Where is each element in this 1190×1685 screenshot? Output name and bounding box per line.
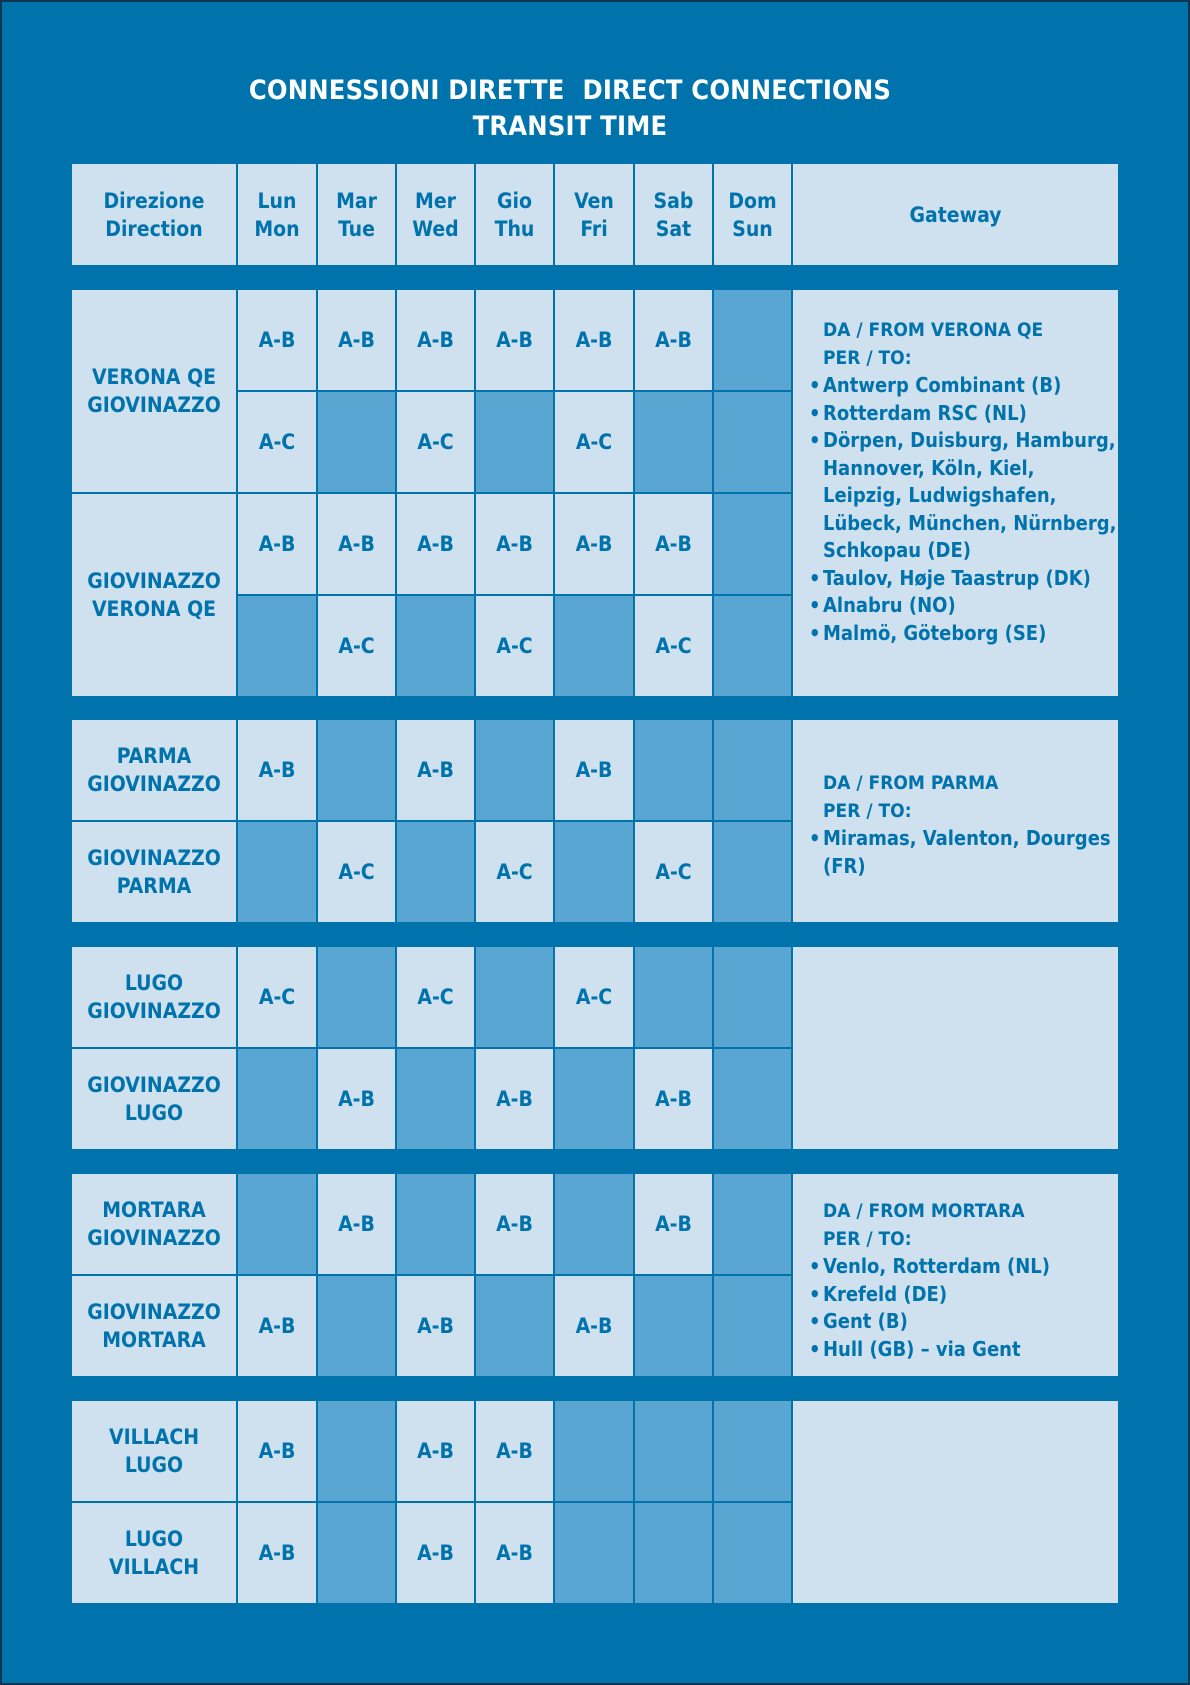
gateway-destinations [809, 1198, 1119, 1363]
direction-origin: GIOVINAZZO [87, 1300, 221, 1324]
direction-label [72, 1049, 236, 1149]
gateway-origin: DA / FROM MORTARA [823, 1200, 1025, 1222]
schedule-cell-thu: A-B [476, 1503, 553, 1603]
schedule-cell-fri: A-C [555, 947, 633, 1047]
schedule-cell-fri [555, 1503, 633, 1603]
schedule-cell-tue: A-C [318, 822, 395, 922]
schedule-cell-mon: A-B [238, 1401, 316, 1501]
schedule-cell-tue [318, 392, 395, 492]
schedule-cell-wed [397, 1049, 474, 1149]
schedule-cell-tue: A-B [318, 290, 395, 390]
schedule-cell-fri [555, 1049, 633, 1149]
direction-destination: LUGO [124, 1101, 184, 1125]
direction-origin: VERONA QE [91, 365, 217, 389]
schedule-cell-fri: A-B [555, 494, 633, 594]
gateway-destination-item: • Alnabru (NO) [809, 592, 1119, 620]
schedule-cell-tue [318, 1401, 395, 1501]
direction-destination: PARMA [116, 874, 192, 898]
direction-label [72, 1401, 236, 1501]
schedule-cell-mon: A-B [238, 1503, 316, 1603]
direction-label [72, 1174, 236, 1274]
bullet-icon: • [809, 1254, 821, 1278]
schedule-cell-tue: A-C [318, 596, 395, 696]
gateway-destination-item: • Miramas, Valenton, Dourges (FR) [809, 826, 1111, 878]
direction-origin: GIOVINAZZO [87, 569, 221, 593]
schedule-cell-tue: A-B [318, 1049, 395, 1149]
header-gateway: Gateway [793, 164, 1118, 265]
schedule-cell-mon: A-C [238, 392, 316, 492]
schedule-cell-thu [476, 947, 553, 1047]
direction-origin: LUGO [124, 1527, 184, 1551]
direction-origin: LUGO [124, 971, 184, 995]
direction-destination: GIOVINAZZO [87, 999, 221, 1023]
bullet-icon: • [809, 593, 821, 617]
direction-origin: GIOVINAZZO [87, 1073, 221, 1097]
gateway-destination-item: • Rotterdam RSC (NL) [809, 400, 1119, 428]
direction-label [72, 1503, 236, 1603]
bullet-icon: • [809, 1336, 821, 1361]
schedule-cell-wed [397, 822, 474, 922]
schedule-cell-sat: A-B [635, 1174, 712, 1274]
schedule-cell-wed [397, 596, 474, 696]
schedule-cell-tue [318, 1276, 395, 1376]
schedule-cell-sat: A-B [635, 494, 712, 594]
schedule-cell-thu: A-B [476, 1401, 553, 1501]
schedule-cell-mon: A-B [238, 494, 316, 594]
schedule-cell-tue [318, 720, 395, 820]
schedule-cell-wed: A-C [397, 392, 474, 492]
direction-label [72, 290, 236, 492]
gateway-destination-item: • Venlo, Rotterdam (NL) [809, 1253, 1119, 1281]
header-day-fri: Ven Fri [555, 164, 633, 265]
schedule-cell-fri: A-C [555, 392, 633, 492]
schedule-cell-sun [714, 947, 791, 1047]
header-day-mon: Lun Mon [238, 164, 316, 265]
gateway-destination-item: • Hull (GB) – via Gent [809, 1336, 1119, 1364]
gateway-cell [793, 1401, 1118, 1603]
schedule-cell-sat [635, 1503, 712, 1603]
header-day-tue: Mar Tue [318, 164, 395, 265]
schedule-cell-thu: A-B [476, 1049, 553, 1149]
direction-destination: LUGO [124, 1453, 184, 1477]
gateway-to-label: PER / TO: [823, 346, 912, 369]
schedule-cell-wed: A-B [397, 1503, 474, 1603]
schedule-cell-fri [555, 1174, 633, 1274]
bullet-icon: • [809, 373, 821, 397]
page-title [2, 74, 1138, 108]
direction-label [72, 494, 236, 696]
direction-destination: GIOVINAZZO [87, 772, 221, 796]
schedule-cell-mon: A-C [238, 947, 316, 1047]
schedule-cell-sat [635, 392, 712, 492]
gateway-origin: DA / FROM PARMA [823, 772, 999, 794]
direction-destination: VILLACH [108, 1555, 200, 1579]
gateway-cell [793, 947, 1118, 1149]
schedule-cell-sun [714, 290, 791, 390]
schedule-cell-wed [397, 1174, 474, 1274]
schedule-cell-sun [714, 822, 791, 922]
schedule-cell-mon: A-B [238, 290, 316, 390]
direction-destination: GIOVINAZZO [87, 393, 221, 417]
schedule-cell-thu: A-B [476, 290, 553, 390]
header-direction [72, 164, 236, 265]
schedule-cell-fri: A-B [555, 720, 633, 820]
schedule-cell-tue [318, 1503, 395, 1603]
schedule-cell-sat [635, 720, 712, 820]
schedule-cell-fri [555, 1401, 633, 1501]
direction-origin: PARMA [116, 744, 192, 768]
gateway-destination-item: • Malmö, Göteborg (SE) [809, 620, 1119, 648]
schedule-cell-mon: A-B [238, 1276, 316, 1376]
gateway-destinations [809, 317, 1119, 647]
direction-label [72, 1276, 236, 1376]
schedule-cell-thu: A-B [476, 494, 553, 594]
schedule-cell-tue [318, 947, 395, 1047]
gateway-to-label: PER / TO: [823, 1227, 912, 1250]
schedule-cell-thu: A-C [476, 822, 553, 922]
schedule-cell-sun [714, 720, 791, 820]
title-english: DIRECT CONNECTIONS [582, 75, 892, 106]
direction-destination: MORTARA [102, 1328, 206, 1352]
title-italian: CONNESSIONI DIRETTE [248, 75, 565, 106]
schedule-cell-sat: A-C [635, 596, 712, 696]
schedule-cell-thu [476, 720, 553, 820]
schedule-cell-thu [476, 392, 553, 492]
schedule-cell-fri [555, 822, 633, 922]
schedule-cell-sun [714, 596, 791, 696]
schedule-cell-wed: A-B [397, 494, 474, 594]
header-day-thu: Gio Thu [476, 164, 553, 265]
schedule-cell-fri: A-B [555, 290, 633, 390]
schedule-cell-sun [714, 1276, 791, 1376]
schedule-cell-wed: A-C [397, 947, 474, 1047]
schedule-cell-mon [238, 596, 316, 696]
schedule-cell-tue: A-B [318, 1174, 395, 1274]
schedule-cell-sun [714, 392, 791, 492]
schedule-cell-wed: A-B [397, 1401, 474, 1501]
direction-destination: GIOVINAZZO [87, 1226, 221, 1250]
header-day-sun: Dom Sun [714, 164, 791, 265]
gateway-destination-item: • Gent (B) [809, 1308, 1119, 1336]
direction-label [72, 947, 236, 1047]
schedule-cell-thu: A-B [476, 1174, 553, 1274]
gateway-destination-item: • Dörpen, Duisburg, Hamburg, Hannover, Köln, Kiel, Leipzig, Ludwigshafen, Lübeck, München, Nürnberg, Schkopau (DE) [809, 428, 1117, 562]
direction-origin: MORTARA [102, 1198, 206, 1222]
schedule-cell-sat: A-C [635, 822, 712, 922]
bullet-icon: • [809, 428, 821, 452]
schedule-cell-tue: A-B [318, 494, 395, 594]
schedule-cell-sat: A-B [635, 1049, 712, 1149]
gateway-destination-item: • Taulov, Høje Taastrup (DK) [809, 565, 1119, 593]
bullet-icon: • [809, 1281, 821, 1306]
header-day-sat: Sab Sat [635, 164, 712, 265]
schedule-cell-sun [714, 1401, 791, 1501]
schedule-cell-mon: A-B [238, 720, 316, 820]
header-day-wed: Mer Wed [397, 164, 474, 265]
gateway-destination-item: • Krefeld (DE) [809, 1281, 1119, 1309]
schedule-cell-fri: A-B [555, 1276, 633, 1376]
bullet-icon: • [809, 620, 821, 645]
schedule-cell-sun [714, 1174, 791, 1274]
direction-destination: VERONA QE [91, 597, 217, 621]
schedule-cell-wed: A-B [397, 290, 474, 390]
schedule-cell-sun [714, 1503, 791, 1603]
schedule-cell-sat [635, 1276, 712, 1376]
gateway-to-label: PER / TO: [823, 799, 912, 822]
schedule-cell-mon [238, 1049, 316, 1149]
schedule-cell-thu [476, 1276, 553, 1376]
header-direction-en: Direction [105, 216, 203, 241]
schedule-cell-mon [238, 822, 316, 922]
schedule-cell-sun [714, 1049, 791, 1149]
direction-origin: VILLACH [108, 1425, 200, 1449]
bullet-icon: • [809, 565, 821, 590]
schedule-cell-fri [555, 596, 633, 696]
bullet-icon: • [809, 826, 821, 850]
bullet-icon: • [809, 400, 821, 425]
schedule-cell-sun [714, 494, 791, 594]
direction-origin: GIOVINAZZO [87, 846, 221, 870]
schedule-cell-sat [635, 1401, 712, 1501]
schedule-cell-sat: A-B [635, 290, 712, 390]
schedule-cell-thu: A-C [476, 596, 553, 696]
header-direction-it: Direzione [103, 188, 205, 213]
direction-label [72, 720, 236, 820]
page-subtitle: TRANSIT TIME [472, 111, 668, 142]
bullet-icon: • [809, 1309, 821, 1333]
schedule-cell-mon [238, 1174, 316, 1274]
direction-label [72, 822, 236, 922]
gateway-destination-item: • Antwerp Combinant (B) [809, 372, 1119, 400]
schedule-cell-wed: A-B [397, 1276, 474, 1376]
gateway-origin: DA / FROM VERONA QE [823, 319, 1044, 341]
gateway-destinations [809, 770, 1119, 880]
schedule-cell-sat [635, 947, 712, 1047]
schedule-cell-wed: A-B [397, 720, 474, 820]
